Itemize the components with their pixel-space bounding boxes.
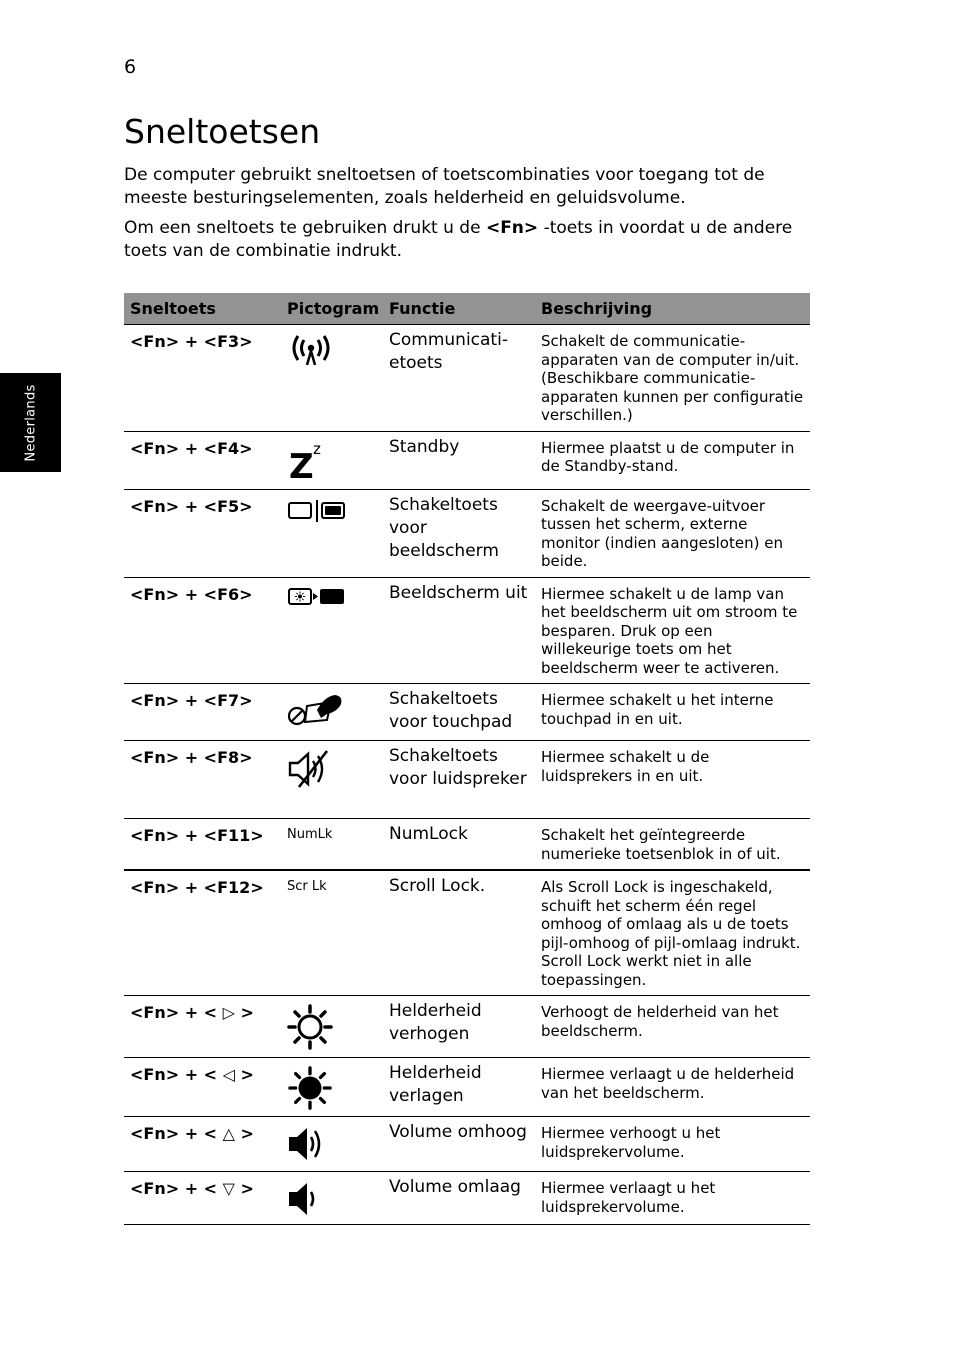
hotkey-cell: <Fn> + <F6> (124, 577, 281, 684)
description-cell: Schakelt de weergave-uitvoer tussen het scherm, externe monitor (indien aangesloten) en beide. (535, 489, 810, 577)
table-row (124, 684, 810, 741)
function-cell: Volume omhoog (383, 1117, 535, 1172)
icon-cell (281, 1058, 383, 1117)
description-cell: Hiermee schakelt u het interne touchpad in en uit. (535, 684, 810, 741)
volume-down-icon (287, 1180, 327, 1218)
touchpad-toggle-icon (287, 692, 347, 726)
function-cell: Helderheid verlagen (383, 1058, 535, 1117)
table-header-row (124, 293, 810, 325)
description-cell: Hiermee verlaagt u de helderheid van het beeldscherm. (535, 1058, 810, 1117)
display-toggle-icon (287, 498, 347, 524)
brightness-down-icon (287, 1066, 333, 1110)
function-cell: Schakeltoets voor touchpad (383, 684, 535, 741)
description-cell: Hiermee verhoogt u het luidsprekervolume. (535, 1117, 810, 1172)
function-cell: Standby (383, 431, 535, 489)
hotkey-cell: <Fn> + <F4> (124, 431, 281, 489)
hotkey-cell: <Fn> + <F7> (124, 684, 281, 741)
page-title: Sneltoetsen (124, 112, 321, 151)
fn-key-label: <Fn> (485, 218, 539, 238)
icon-cell (281, 577, 383, 684)
language-side-tab (0, 373, 61, 472)
scroll-lock-icon-label: Scr Lk (281, 870, 383, 996)
numlock-icon-label: NumLk (281, 819, 383, 871)
function-cell: Beeldscherm uit (383, 577, 535, 684)
hotkey-cell: <Fn> + < ◁ > (124, 1058, 281, 1117)
sleep-icon (287, 440, 327, 480)
description-cell: Schakelt de communicatie-apparaten van de computer in/uit. (Beschikbare communicatie-apparaten kunnen per configuratie verschillen.) (535, 325, 810, 432)
hotkey-cell: <Fn> + <F12> (124, 870, 281, 996)
icon-cell (281, 741, 383, 819)
table-row (124, 1117, 810, 1172)
speaker-mute-icon (287, 749, 333, 789)
header-function: Functie (383, 293, 535, 325)
function-cell: Communicati- etoets (383, 325, 535, 432)
description-cell: Hiermee schakelt u de lamp van het beeldscherm uit om stroom te besparen. Druk op een willekeurige toets om het beeldscherm weer te activeren. (535, 577, 810, 684)
page-number: 6 (124, 56, 137, 78)
wireless-icon (287, 333, 335, 367)
function-cell: Schakeltoets voor beeldscherm (383, 489, 535, 577)
brightness-up-icon (287, 1004, 333, 1050)
screen-off-icon (287, 586, 347, 608)
svg-text:z: z (313, 439, 321, 458)
volume-up-icon (287, 1125, 327, 1163)
function-cell: Volume omlaag (383, 1172, 535, 1225)
table-row (124, 996, 810, 1058)
icon-cell (281, 1117, 383, 1172)
description-cell: Hiermee plaatst u de computer in de Standby-stand. (535, 431, 810, 489)
table-row (124, 1172, 810, 1225)
hotkey-cell: <Fn> + < ▽ > (124, 1172, 281, 1225)
header-hotkey: Sneltoets (124, 293, 281, 325)
icon-cell (281, 325, 383, 432)
function-cell: Helderheid verhogen (383, 996, 535, 1058)
intro-paragraph: De computer gebruikt sneltoetsen of toetscombinaties voor toegang tot de meeste besturingselementen, zoals helderheid en geluidsvolume. (124, 165, 765, 208)
svg-text:Z: Z (289, 446, 314, 480)
hotkey-cell: <Fn> + <F11> (124, 819, 281, 871)
table-row (124, 1058, 810, 1117)
function-cell: NumLock (383, 819, 535, 871)
icon-cell (281, 431, 383, 489)
description-cell: Als Scroll Lock is ingeschakeld, schuift het scherm één regel omhoog of omlaag als u de toets pijl-omhoog of pijl-omlaag indrukt. Scroll Lock werkt niet in alle toepassingen. (535, 870, 810, 996)
icon-cell (281, 489, 383, 577)
function-cell: Schakeltoets voor luidspreker (383, 741, 535, 819)
hotkey-cell: <Fn> + <F8> (124, 741, 281, 819)
function-cell: Scroll Lock. (383, 870, 535, 996)
intro-paragraph-fn (124, 217, 814, 263)
description-cell: Verhoogt de helderheid van het beeldscherm. (535, 996, 810, 1058)
description-cell: Hiermee verlaagt u het luidsprekervolume. (535, 1172, 810, 1225)
hotkey-cell: <Fn> + < △ > (124, 1117, 281, 1172)
table-row (124, 819, 810, 871)
hotkeys-table (124, 293, 810, 1225)
intro-text-post: -toets in voordat u de andere toets van de combinatie indrukt. (124, 218, 793, 261)
table-row (124, 870, 810, 996)
description-cell: Hiermee schakelt u de luidsprekers in en uit. (535, 741, 810, 819)
table-row (124, 741, 810, 819)
language-label: Nederlands (23, 383, 39, 462)
icon-cell (281, 684, 383, 741)
intro-text-pre: Om een sneltoets te gebruiken drukt u de (124, 218, 486, 238)
header-description: Beschrijving (535, 293, 810, 325)
description-cell: Schakelt het geïntegreerde numerieke toetsenblok in of uit. (535, 819, 810, 871)
table-row (124, 325, 810, 432)
hotkey-cell: <Fn> + <F5> (124, 489, 281, 577)
hotkey-cell: <Fn> + <F3> (124, 325, 281, 432)
table-row (124, 431, 810, 489)
icon-cell (281, 996, 383, 1058)
header-icon: Pictogram (281, 293, 383, 325)
table-row (124, 489, 810, 577)
icon-cell (281, 1172, 383, 1225)
table-row (124, 577, 810, 684)
hotkey-cell: <Fn> + < ▷ > (124, 996, 281, 1058)
